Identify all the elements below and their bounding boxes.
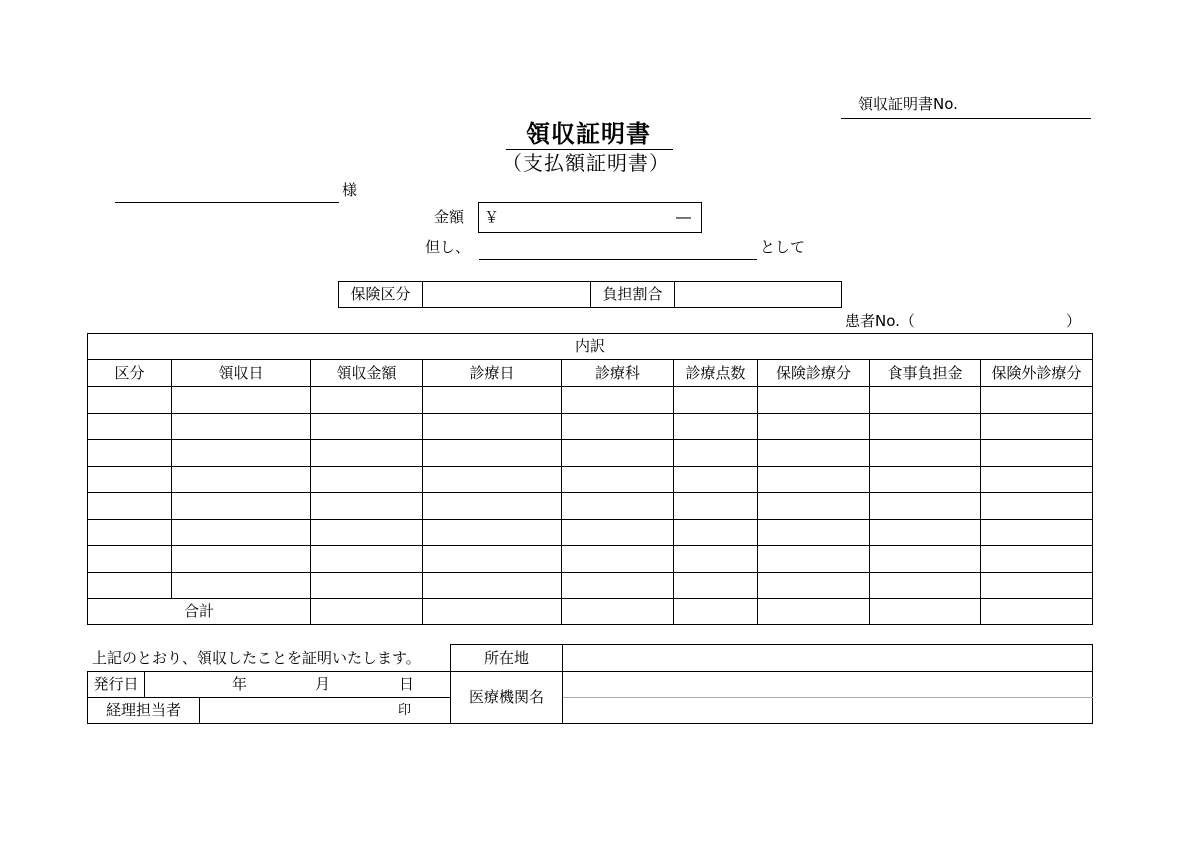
receipt-number-line xyxy=(841,118,1091,119)
table-cell[interactable] xyxy=(172,387,311,414)
table-cell[interactable] xyxy=(88,519,172,546)
location-field[interactable] xyxy=(563,645,1093,672)
issue-day-label: 日 xyxy=(399,675,415,693)
total-cell[interactable] xyxy=(311,599,423,625)
details-table xyxy=(87,333,1093,625)
table-cell[interactable] xyxy=(562,387,674,414)
table-cell[interactable] xyxy=(981,519,1093,546)
table-cell[interactable] xyxy=(562,572,674,599)
table-row xyxy=(88,387,1093,414)
certification-text: 上記のとおり、領収したことを証明いたします。 xyxy=(92,649,421,667)
table-cell[interactable] xyxy=(674,440,758,467)
table-cell[interactable] xyxy=(674,466,758,493)
table-cell[interactable] xyxy=(870,413,981,440)
table-cell[interactable] xyxy=(758,387,870,414)
receipt-number-label: 領収証明書No. xyxy=(858,95,958,113)
recipient-name-line[interactable] xyxy=(115,202,339,203)
table-cell[interactable] xyxy=(88,440,172,467)
table-cell[interactable] xyxy=(423,493,562,520)
table-cell[interactable] xyxy=(870,440,981,467)
total-cell[interactable] xyxy=(870,599,981,625)
table-cell[interactable] xyxy=(423,546,562,573)
issue-month-label: 月 xyxy=(315,675,331,693)
table-cell[interactable] xyxy=(562,546,674,573)
seal-mark: 印 xyxy=(398,703,412,718)
total-cell[interactable] xyxy=(674,599,758,625)
institution-name-field[interactable] xyxy=(563,672,1093,698)
table-cell[interactable] xyxy=(423,519,562,546)
table-cell[interactable] xyxy=(981,466,1093,493)
header-treatment-date: 診療日 xyxy=(423,360,562,387)
table-cell[interactable] xyxy=(674,387,758,414)
table-cell[interactable] xyxy=(311,546,423,573)
location-label: 所在地 xyxy=(451,645,563,672)
table-cell[interactable] xyxy=(758,519,870,546)
table-cell[interactable] xyxy=(674,519,758,546)
issue-date-field[interactable] xyxy=(145,672,451,698)
institution-table xyxy=(450,644,1093,724)
issue-year-label: 年 xyxy=(232,675,248,693)
table-cell[interactable] xyxy=(981,440,1093,467)
table-cell[interactable] xyxy=(870,493,981,520)
table-cell[interactable] xyxy=(758,413,870,440)
table-cell[interactable] xyxy=(172,572,311,599)
accountant-field[interactable] xyxy=(200,698,451,724)
table-cell[interactable] xyxy=(311,387,423,414)
table-cell[interactable] xyxy=(562,519,674,546)
purpose-prefix: 但し、 xyxy=(425,238,471,256)
table-cell[interactable] xyxy=(172,440,311,467)
table-cell[interactable] xyxy=(311,413,423,440)
table-cell[interactable] xyxy=(562,413,674,440)
table-cell[interactable] xyxy=(870,546,981,573)
insurance-type-label: 保険区分 xyxy=(339,282,423,308)
table-cell[interactable] xyxy=(88,466,172,493)
table-cell[interactable] xyxy=(172,466,311,493)
table-cell[interactable] xyxy=(172,493,311,520)
total-cell[interactable] xyxy=(758,599,870,625)
table-cell[interactable] xyxy=(88,413,172,440)
header-category: 区分 xyxy=(88,360,172,387)
details-title: 内訳 xyxy=(88,334,1093,360)
table-row xyxy=(88,546,1093,573)
table-cell[interactable] xyxy=(311,440,423,467)
table-cell[interactable] xyxy=(311,519,423,546)
amount-dash: ― xyxy=(676,208,691,226)
table-cell[interactable] xyxy=(423,572,562,599)
table-cell[interactable] xyxy=(88,546,172,573)
total-cell[interactable] xyxy=(562,599,674,625)
table-cell[interactable] xyxy=(562,493,674,520)
header-insured-portion: 保険診療分 xyxy=(758,360,870,387)
table-cell[interactable] xyxy=(758,493,870,520)
table-cell[interactable] xyxy=(674,493,758,520)
institution-name-field-2[interactable] xyxy=(563,698,1093,724)
header-department: 診療科 xyxy=(562,360,674,387)
table-cell[interactable] xyxy=(674,413,758,440)
issue-date-label: 発行日 xyxy=(88,672,145,698)
header-receipt-date: 領収日 xyxy=(172,360,311,387)
total-cell[interactable] xyxy=(981,599,1093,625)
table-cell[interactable] xyxy=(758,546,870,573)
table-cell[interactable] xyxy=(758,466,870,493)
purpose-line[interactable] xyxy=(479,259,757,260)
table-row xyxy=(88,519,1093,546)
table-cell[interactable] xyxy=(674,546,758,573)
table-row xyxy=(88,572,1093,599)
burden-ratio-label: 負担割合 xyxy=(591,282,675,308)
title-underline xyxy=(506,149,673,150)
table-cell[interactable] xyxy=(172,413,311,440)
page-title: 領収証明書 xyxy=(526,120,651,148)
table-row xyxy=(88,493,1093,520)
table-cell[interactable] xyxy=(758,572,870,599)
currency-symbol: ￥ xyxy=(484,208,500,226)
table-cell[interactable] xyxy=(870,572,981,599)
table-cell[interactable] xyxy=(981,493,1093,520)
table-cell[interactable] xyxy=(562,440,674,467)
table-cell[interactable] xyxy=(674,572,758,599)
header-uninsured-portion: 保険外診療分 xyxy=(981,360,1093,387)
table-cell[interactable] xyxy=(423,413,562,440)
institution-name-label: 医療機関名 xyxy=(451,672,563,724)
table-cell[interactable] xyxy=(981,387,1093,414)
table-cell[interactable] xyxy=(562,466,674,493)
table-cell[interactable] xyxy=(423,387,562,414)
amount-field[interactable] xyxy=(478,202,702,233)
table-cell[interactable] xyxy=(870,466,981,493)
header-points: 診療点数 xyxy=(674,360,758,387)
header-meal-charge: 食事負担金 xyxy=(870,360,981,387)
table-cell[interactable] xyxy=(423,440,562,467)
table-cell[interactable] xyxy=(311,493,423,520)
page-subtitle: （支払額証明書） xyxy=(502,151,670,175)
insurance-type-value[interactable] xyxy=(423,282,591,308)
header-receipt-amount: 領収金額 xyxy=(311,360,423,387)
table-cell[interactable] xyxy=(981,546,1093,573)
table-cell[interactable] xyxy=(423,466,562,493)
total-cell[interactable] xyxy=(423,599,562,625)
table-cell[interactable] xyxy=(172,519,311,546)
total-label: 合計 xyxy=(88,599,311,625)
patient-no-close: ） xyxy=(1066,312,1082,330)
burden-ratio-value[interactable] xyxy=(675,282,842,308)
table-cell[interactable] xyxy=(758,440,870,467)
recipient-suffix: 様 xyxy=(342,181,358,199)
accountant-label: 経理担当者 xyxy=(88,698,200,724)
table-cell[interactable] xyxy=(88,387,172,414)
table-cell[interactable] xyxy=(981,413,1093,440)
table-row xyxy=(88,466,1093,493)
insurance-table xyxy=(338,281,842,308)
table-cell[interactable] xyxy=(172,546,311,573)
table-cell[interactable] xyxy=(311,572,423,599)
total-row xyxy=(88,599,1093,625)
table-cell[interactable] xyxy=(870,387,981,414)
table-cell[interactable] xyxy=(88,572,172,599)
table-row xyxy=(88,440,1093,467)
table-row xyxy=(88,413,1093,440)
table-cell[interactable] xyxy=(311,466,423,493)
patient-no-label: 患者No.（ xyxy=(845,312,915,330)
table-cell[interactable] xyxy=(870,519,981,546)
table-cell[interactable] xyxy=(88,493,172,520)
table-cell[interactable] xyxy=(981,572,1093,599)
issue-table xyxy=(87,671,451,724)
amount-label: 金額 xyxy=(434,208,465,226)
purpose-suffix: として xyxy=(760,238,806,256)
